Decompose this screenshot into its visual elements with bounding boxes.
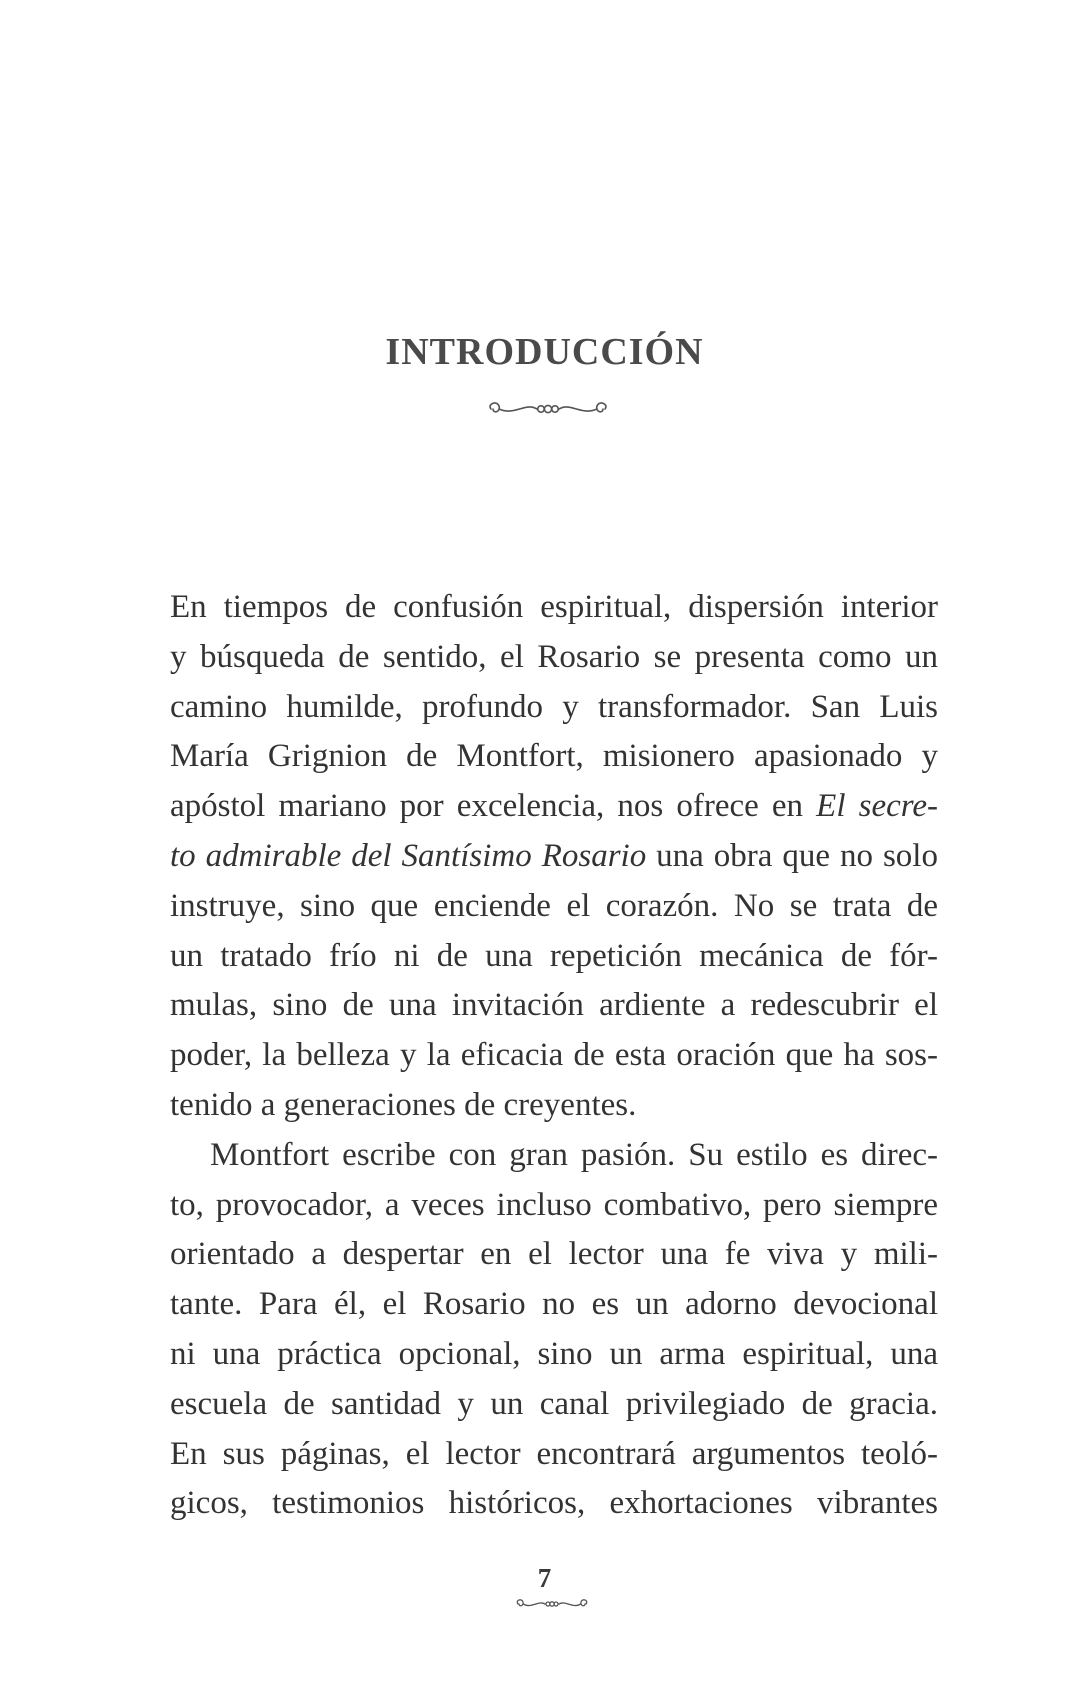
text-line: instruye, sino que enciende el corazón. No se trata de xyxy=(170,887,938,924)
chapter-title: INTRODUCCIÓN xyxy=(385,331,704,373)
text-run: una obra que no solo xyxy=(646,837,938,874)
paragraph xyxy=(170,583,938,1131)
body-text xyxy=(170,583,938,1529)
book-title-italic: to admirable del Santísimo Rosario xyxy=(170,837,647,874)
text-line: un tratado frío ni de una repetición mecánica de fór- xyxy=(170,937,938,974)
text-line: escuela de santidad y un canal privilegiado de gracia. xyxy=(170,1385,938,1422)
text-line: y búsqueda de sentido, el Rosario se presenta como un xyxy=(170,638,938,675)
text-line: gicos, testimonios históricos, exhortaciones vibrantes xyxy=(170,1485,938,1522)
page-number: 7 xyxy=(537,1563,552,1593)
text-line: mulas, sino de una invitación ardiente a redescubrir el xyxy=(170,987,938,1024)
text-line: orientado a despertar en el lector una fe viva y mili- xyxy=(170,1236,938,1273)
flourish-divider-icon xyxy=(485,398,611,420)
book-title-italic: El secre- xyxy=(816,788,938,825)
text-run: apóstol mariano por excelencia, nos ofrece en xyxy=(170,788,817,825)
flourish-small-icon xyxy=(514,1597,590,1611)
text-line xyxy=(170,782,938,832)
text-line: En sus páginas, el lector encontrará argumentos teoló- xyxy=(170,1435,938,1472)
text-line: ni una práctica opcional, sino un arma espiritual, una xyxy=(170,1335,938,1372)
text-line: camino humilde, profundo y transformador. San Luis xyxy=(170,688,938,725)
text-line: Montfort escribe con gran pasión. Su estilo es direc- xyxy=(210,1136,938,1173)
text-line: María Grignion de Montfort, misionero apasionado y xyxy=(170,738,938,775)
text-line: En tiempos de confusión espiritual, dispersión interior xyxy=(170,589,938,625)
paragraph xyxy=(170,1131,938,1529)
text-line: to, provocador, a veces incluso combativo, pero siempre xyxy=(170,1186,938,1223)
text-line: tante. Para él, el Rosario no es un adorno devocional xyxy=(170,1286,938,1323)
text-line: poder, la belleza y la eficacia de esta oración que ha sos- xyxy=(170,1037,938,1074)
text-line: tenido a generaciones de creyentes. xyxy=(170,1086,637,1123)
text-line xyxy=(170,832,938,882)
